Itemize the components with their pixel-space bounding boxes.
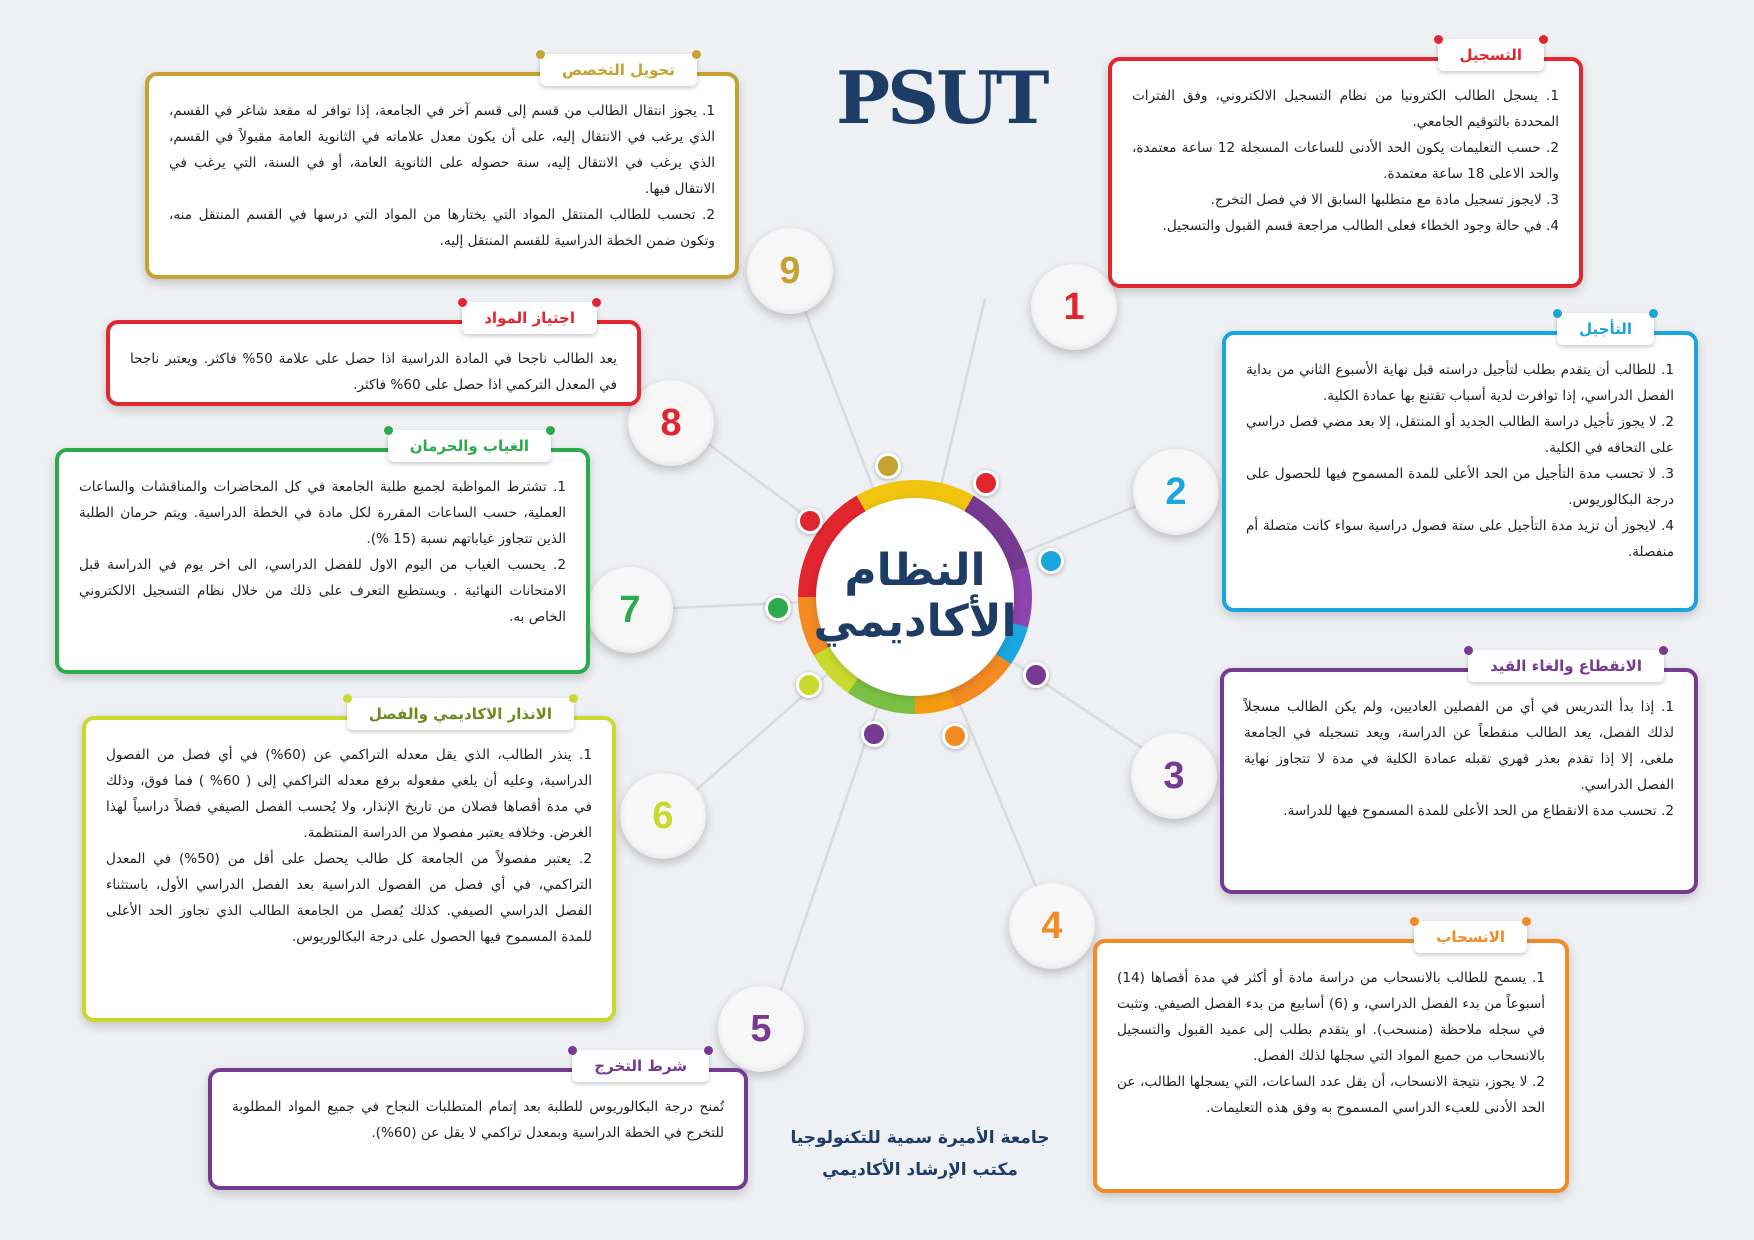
section-graduation-title: شرط التخرج bbox=[572, 1050, 709, 1082]
node-5: 5 bbox=[718, 986, 804, 1072]
postponement-item-3: 3. لا تحسب مدة التأجيل من الحد الأعلى للمدة المسموح فيها للحصول على درجة البكالوريوس. bbox=[1246, 466, 1674, 508]
registration-item-4: 4. في حالة وجود الخطاء فعلى الطالب مراجعة قسم القبول والتسجيل. bbox=[1162, 218, 1559, 234]
section-warning bbox=[82, 705, 616, 1022]
psut-logo: PSUT bbox=[836, 55, 1047, 140]
warning-item-2: 2. يعتبر مفصولاً من الجامعة كل طالب يحصل على أقل من (50%) في المعدل التراكمي، في أي فصل من الفصول الدراسية بعد الفصل الدراسي الأول، باستثناء الفصل الدراسي الصيفي. كذلك يُفصل من الجامعة الطالب الذي تجاوز الحد الأعلى للمدة المسموح فيها الحصول على درجة البكالوريوس. bbox=[106, 851, 592, 945]
connector-dot-8 bbox=[797, 508, 823, 534]
node-6: 6 bbox=[620, 773, 706, 859]
discontinuation-item-2: 2. تحسب مدة الانقطاع من الحد الأعلى للمدة المسموح فيها للدراسة. bbox=[1283, 803, 1674, 819]
connector-dot-6 bbox=[796, 672, 822, 698]
node-8: 8 bbox=[628, 380, 714, 466]
postponement-item-2: 2. لا يجوز تأجيل دراسة الطالب الجديد أو المنتقل، إلا بعد مضي فصل دراسي على التحاقه في الكلية. bbox=[1246, 414, 1674, 456]
registration-item-2: 2. حسب التعليمات يكون الحد الأدنى للساعات المسجلة 12 ساعة معتمدة، والحد الاعلى 18 ساعة معتمدة. bbox=[1132, 140, 1559, 182]
node-1: 1 bbox=[1031, 264, 1117, 350]
section-withdrawal-title: الانسحاب bbox=[1414, 921, 1527, 953]
section-registration-title: التسجيل bbox=[1438, 39, 1544, 71]
section-warning-title: الانذار الاكاديمي والفصل bbox=[347, 698, 574, 730]
registration-item-3: 3. لايجوز تسجيل مادة مع متطلبها السابق الا في فصل التخرج. bbox=[1210, 192, 1559, 208]
registration-item-1: 1. يسجل الطالب الكترونيا من نظام التسجيل الالكتروني، وفق الفترات المحددة بالتوقيم الجامعي. bbox=[1132, 88, 1559, 130]
section-absence bbox=[55, 437, 590, 674]
passing-item-1: يعد الطالب ناجحا في المادة الدراسية اذا حصل على علامة 50% فاكثر. ويعتبر ناجحا في المعدل التركمي اذا حصل على 60% فاكثر. bbox=[130, 351, 617, 393]
section-withdrawal bbox=[1093, 928, 1569, 1193]
section-postponement-title: التأجيل bbox=[1557, 313, 1654, 345]
section-transfer bbox=[145, 61, 739, 279]
section-discontinuation bbox=[1220, 657, 1698, 894]
section-passing-title: اجتياز المواد bbox=[462, 302, 597, 334]
center-title-line1: النظام bbox=[844, 545, 986, 597]
node-2: 2 bbox=[1133, 449, 1219, 535]
connector-dot-3 bbox=[1023, 662, 1049, 688]
graduation-item-1: تُمنح درجة البكالوريوس للطلبة بعد إتمام المتطلبات النجاح في جميع المواد المطلوبة للتخرج في الخطة الدراسية وبمعدل تراكمي لا يقل عن (60%). bbox=[232, 1099, 724, 1141]
connector-dot-5 bbox=[861, 721, 887, 747]
postponement-item-1: 1. للطالب أن يتقدم بطلب لتأجيل دراسته قبل نهاية الأسبوع الثاني من بداية الفصل الدراسي، إذا توافرت لدية أسباب تقتنع بها عمادة الكلية. bbox=[1246, 362, 1674, 404]
postponement-item-4: 4. لايجوز أن تزيد مدة التأجيل على ستة فصول دراسية سواء كانت متصلة أم منفصلة. bbox=[1246, 518, 1674, 560]
node-3: 3 bbox=[1131, 733, 1217, 819]
footer-office: مكتب الإرشاد الأكاديمي bbox=[822, 1160, 1018, 1180]
absence-item-1: 1. تشترط المواظبة لجميع طلبة الجامعة في كل المحاضرات والمناقشات والساعات العملية، حسب الساعات المقررة لكل مادة في الخطة الدراسية. ويتم حرمان الطلبة الذين تتجاوز غياباتهم نسبة (15 %). bbox=[79, 479, 566, 547]
warning-item-1: 1. ينذر الطالب، الذي يقل معدله التراكمي عن (60%) في أي فصل من الفصول الدراسية، وعليه أن يلغي مفعوله برفع معدله التراكمي إلى ( 60% ) فما فوق، وذلك في مدة أقصاها فصلان من تاريخ الإنذار، ولا يُحسب الفصل الصيفي فصلاً دراسياً لهذا الغرض. وخلافه يعتبر مفصولا من الدراسة المنتظمة. bbox=[106, 747, 593, 841]
withdrawal-item-1: 1. يسمح للطالب بالانسحاب من دراسة مادة أو أكثر في مدة أقصاها (14) أسبوعاً من بدء الفصل الدراسي، و (6) أسابيع من بدء الفصل الصيفي. وتثبت في سجله ملاحظة (منسحب). او يتقدم بطلب إلى عميد القبول والتسجيل بالانسحاب من جميع المواد التي سجلها لذلك الفصل. bbox=[1117, 970, 1545, 1064]
footer-university: جامعة الأميرة سمية للتكنولوجيا bbox=[790, 1128, 1050, 1148]
section-passing bbox=[106, 309, 641, 406]
connector-dot-1 bbox=[973, 470, 999, 496]
section-transfer-title: تحويل التخصص bbox=[540, 54, 697, 86]
connector-dot-2 bbox=[1038, 548, 1064, 574]
footer bbox=[770, 1122, 1070, 1186]
center-title-line2: الأكاديمي bbox=[813, 596, 1017, 647]
section-graduation bbox=[208, 1057, 748, 1190]
node-9: 9 bbox=[747, 228, 833, 314]
connector-dot-7 bbox=[765, 595, 791, 621]
node-4: 4 bbox=[1009, 883, 1095, 969]
discontinuation-item-1: 1. إذا بدأ التدريس في أي من الفصلين العاديين، ولم يكن الطالب مسجلاً لذلك الفصل، يعد الطالب منقطعاً عن الدراسة، ويعد تسجيله في الجامعة ملغى، إلا إذا تقدم بعذر قهري تقبله عمادة الكلية في مدة لا تتجاوز نهاية الفصل الدراسي. bbox=[1244, 699, 1674, 793]
section-registration bbox=[1108, 46, 1583, 288]
connector-dot-9 bbox=[875, 453, 901, 479]
transfer-item-2: 2. تحسب للطالب المنتقل المواد التي يختارها من المواد التي درسها في القسم المنتقل منه، وتكون ضمن الخطة الدراسية للقسم المنتقل إليه. bbox=[169, 207, 715, 249]
center-hub bbox=[798, 480, 1032, 714]
node-7: 7 bbox=[587, 567, 673, 653]
section-postponement bbox=[1222, 320, 1698, 612]
withdrawal-item-2: 2. لا يجوز، نتيجة الانسحاب، أن يقل عدد الساعات، التي يسجلها الطالب، عن الحد الأدنى للعبء الدراسي المسموح به وفق هذه التعليمات. bbox=[1117, 1074, 1545, 1116]
absence-item-2: 2. يحسب الغياب من اليوم الاول للفصل الدراسي، الى اخر يوم في الدراسة قبل الامتحانات النهائية . ويستطيع التعرف على ذلك من خلال نظام التسجيل الالكتروني الخاص به. bbox=[79, 557, 566, 625]
section-absence-title: الغياب والحرمان bbox=[388, 430, 551, 462]
transfer-item-1: 1. يجوز انتقال الطالب من قسم إلى قسم آخر في الجامعة، إذا توافر له مقعد شاغر في القسم، الذي يرغب في الانتقال إليه، على أن يكون معدل علاماته في الثانوية العامة مقبولاً في القسم، الذي يرغب في الانتقال إليه، سنة حصوله على الثانوية العامة، أو في السنة، التي يرغب في الانتقال فيها. bbox=[169, 103, 715, 197]
connector-dot-4 bbox=[942, 723, 968, 749]
section-discontinuation-title: الانقطاع والغاء القيد bbox=[1468, 650, 1664, 682]
